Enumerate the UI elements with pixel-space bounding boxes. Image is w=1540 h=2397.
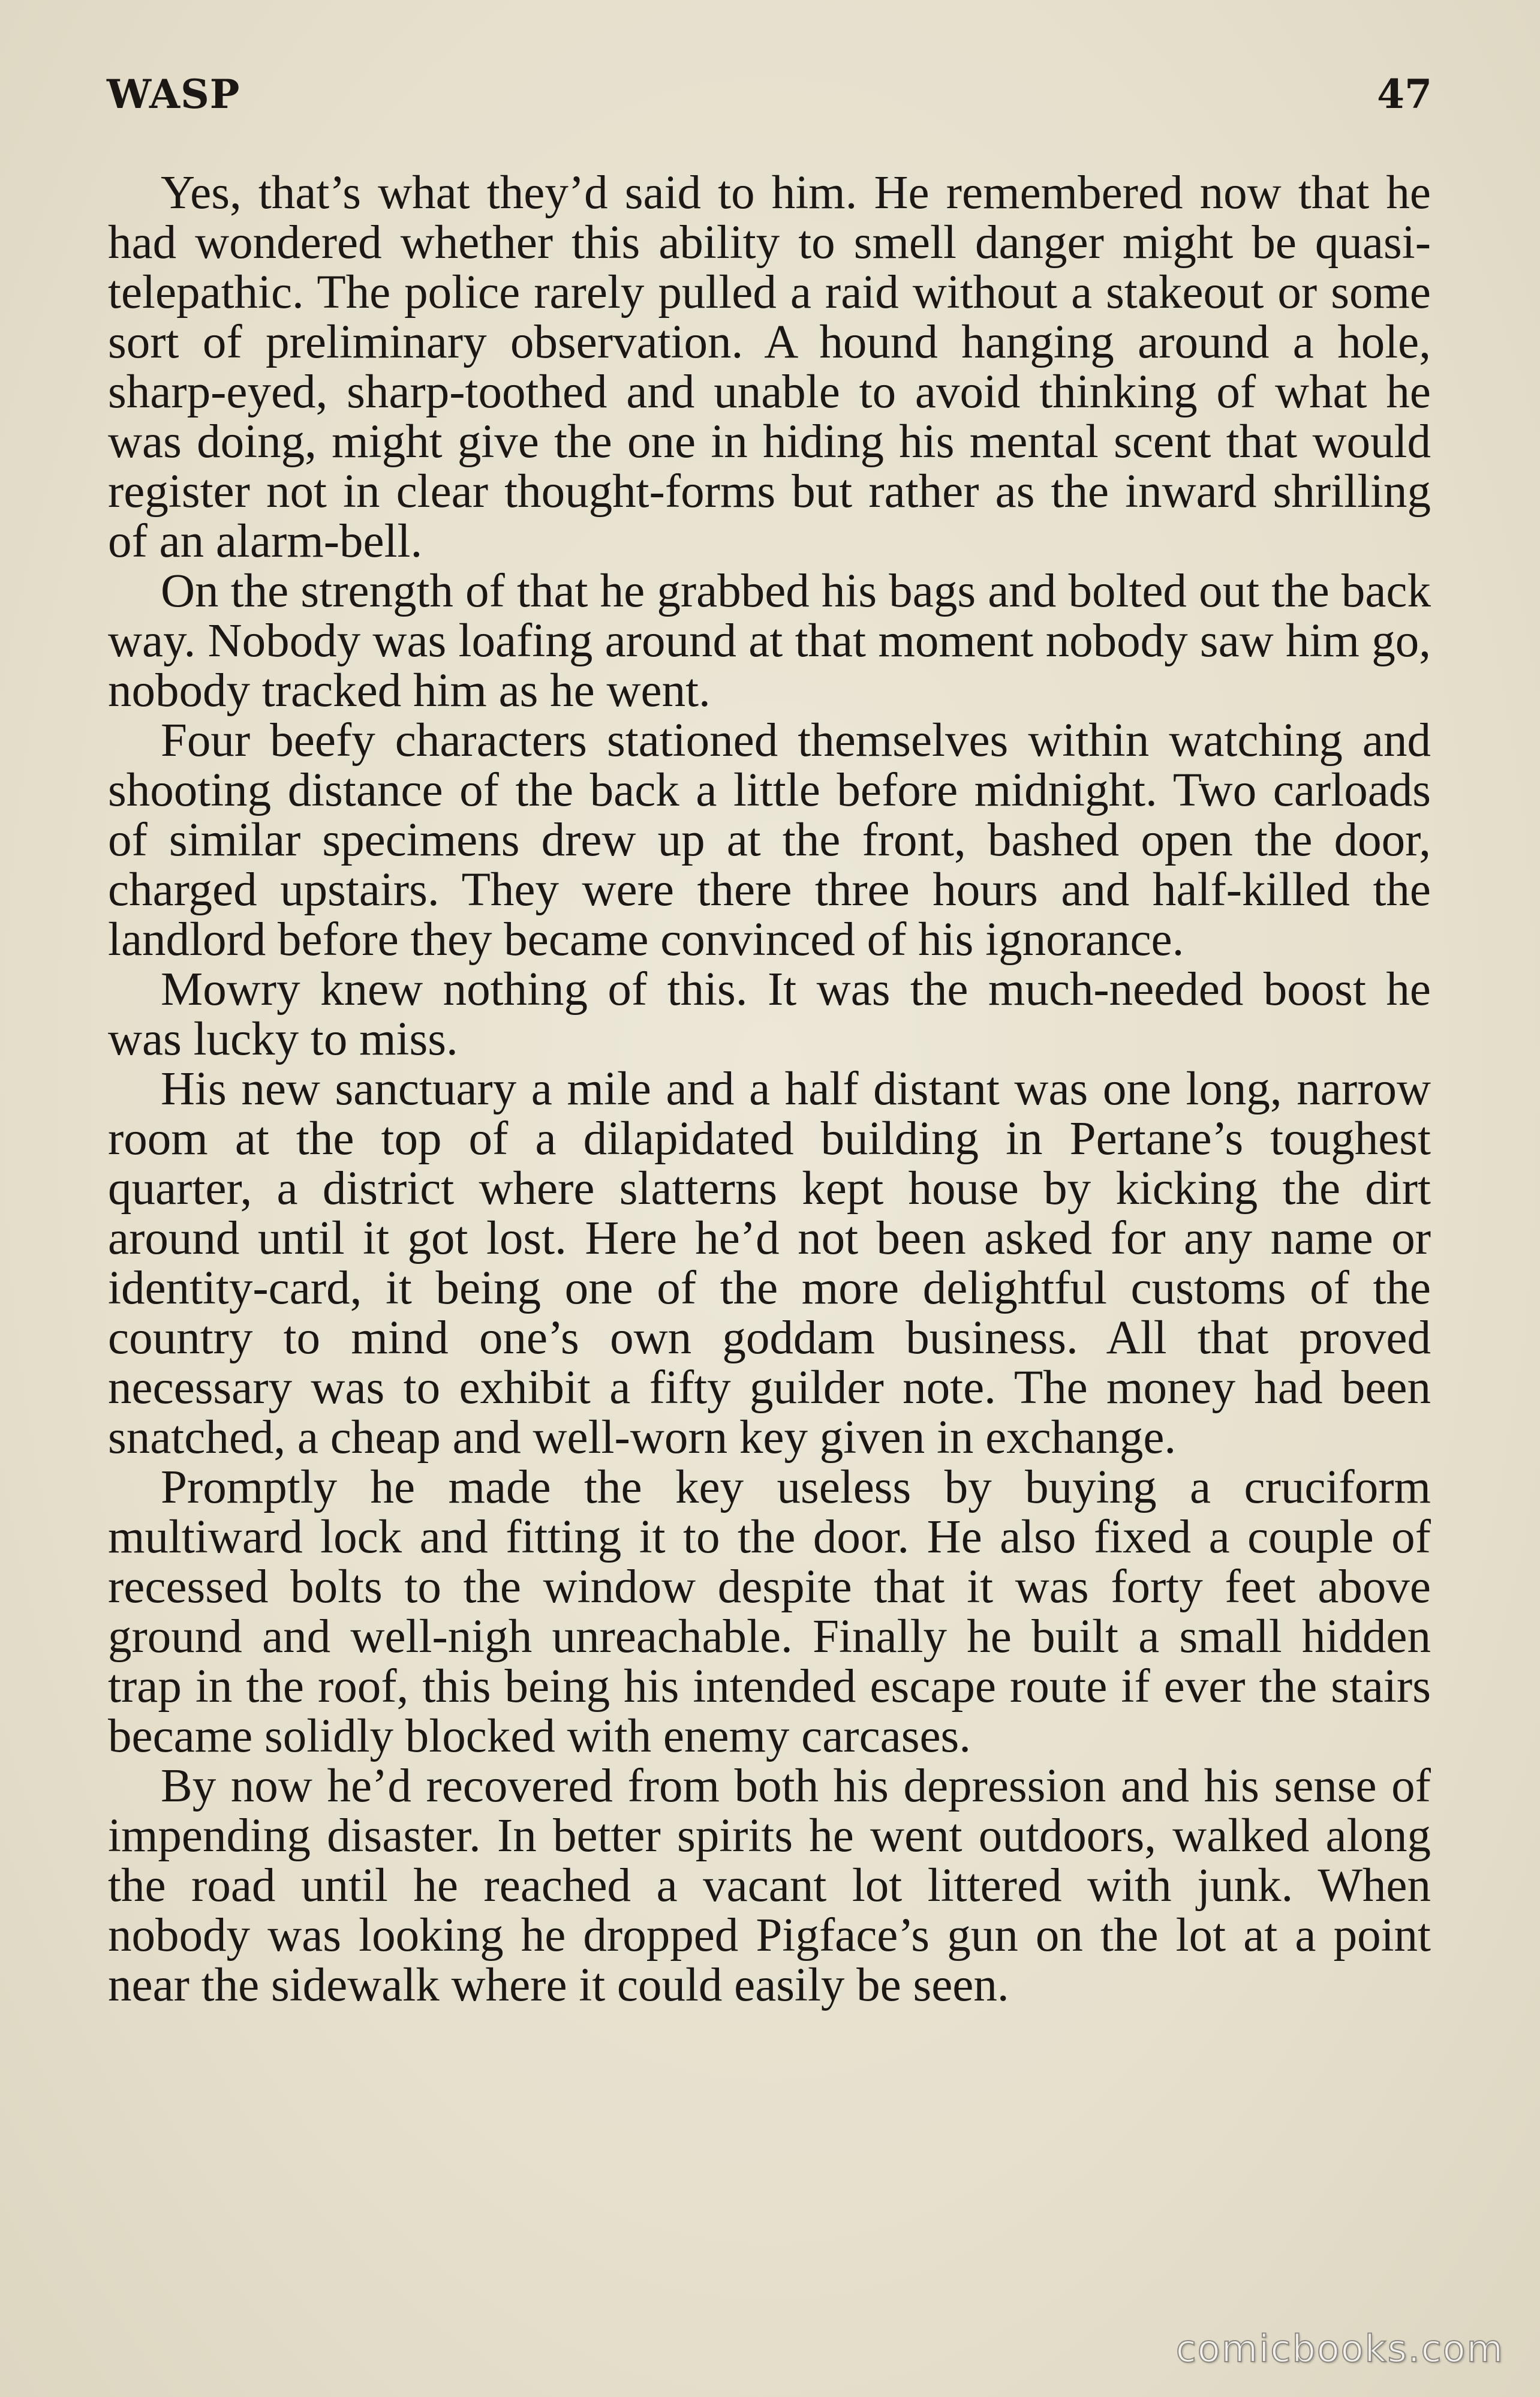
page-number: 47 — [1377, 71, 1432, 118]
paragraph: Mowry knew nothing of this. It was the much-needed boost he was lucky to miss. — [108, 963, 1431, 1065]
watermark: comicbooks.com — [1175, 2327, 1504, 2371]
paragraph: Four beefy characters stationed themselves within watching and shooting distance of the back a little before midnight. Two carloads of similar specimens drew up at the front, bashed open the door, charged upstairs. They were there three hours and half-killed the landlord before they became convinced of his ignorance. — [108, 714, 1431, 966]
body-text — [108, 168, 1431, 2010]
page-header — [107, 71, 1432, 137]
paragraph: By now he’d recovered from both his depression and his sense of impending disaster. In better spirits he went outdoors, walked along the road until he reached a vacant lot littered with junk. When nobody was looking he dropped Pigface’s gun on the lot at a point near the sidewalk where it could easily be seen. — [108, 1760, 1431, 2011]
paragraph: His new sanctuary a mile and a half distant was one long, narrow room at the top of a dilapidated building in Pertane’s toughest quarter, a district where slatterns kept house by kicking the dirt around until it got lost. Here he’d not been asked for any name or identity-card, it being one of the more delightful customs of the country to mind one’s own goddam business. All that proved necessary was to exhibit a fifty guilder note. The money had been snatched, a cheap and well-worn key given in exchange. — [108, 1063, 1431, 1464]
paragraph: On the strength of that he grabbed his bags and bolted out the back way. Nobody was loafing around at that moment nobody saw him go, nobody tracked him as he went. — [108, 565, 1431, 717]
paragraph: Promptly he made the key useless by buying a cruciform multiward lock and fitting it to the door. He also fixed a couple of recessed bolts to the window despite that it was forty feet above ground and well-nigh unreachable. Finally he built a small hidden trap in the roof, this being his intended escape route if ever the stairs became solidly blocked with enemy carcases. — [108, 1461, 1431, 1762]
paragraph: Yes, that’s what they’d said to him. He remembered now that he had wondered whether this ability to smell danger might be quasi-telepathic. The police rarely pulled a raid without a stakeout or some sort of preliminary observation. A hound hanging around a hole, sharp-eyed, sharp-toothed and unable to avoid thinking of what he was doing, might give the one in hiding his mental scent that would register not in clear thought-forms but rather as the inward shrilling of an alarm-bell. — [108, 167, 1431, 567]
running-head: WASP — [107, 71, 240, 118]
